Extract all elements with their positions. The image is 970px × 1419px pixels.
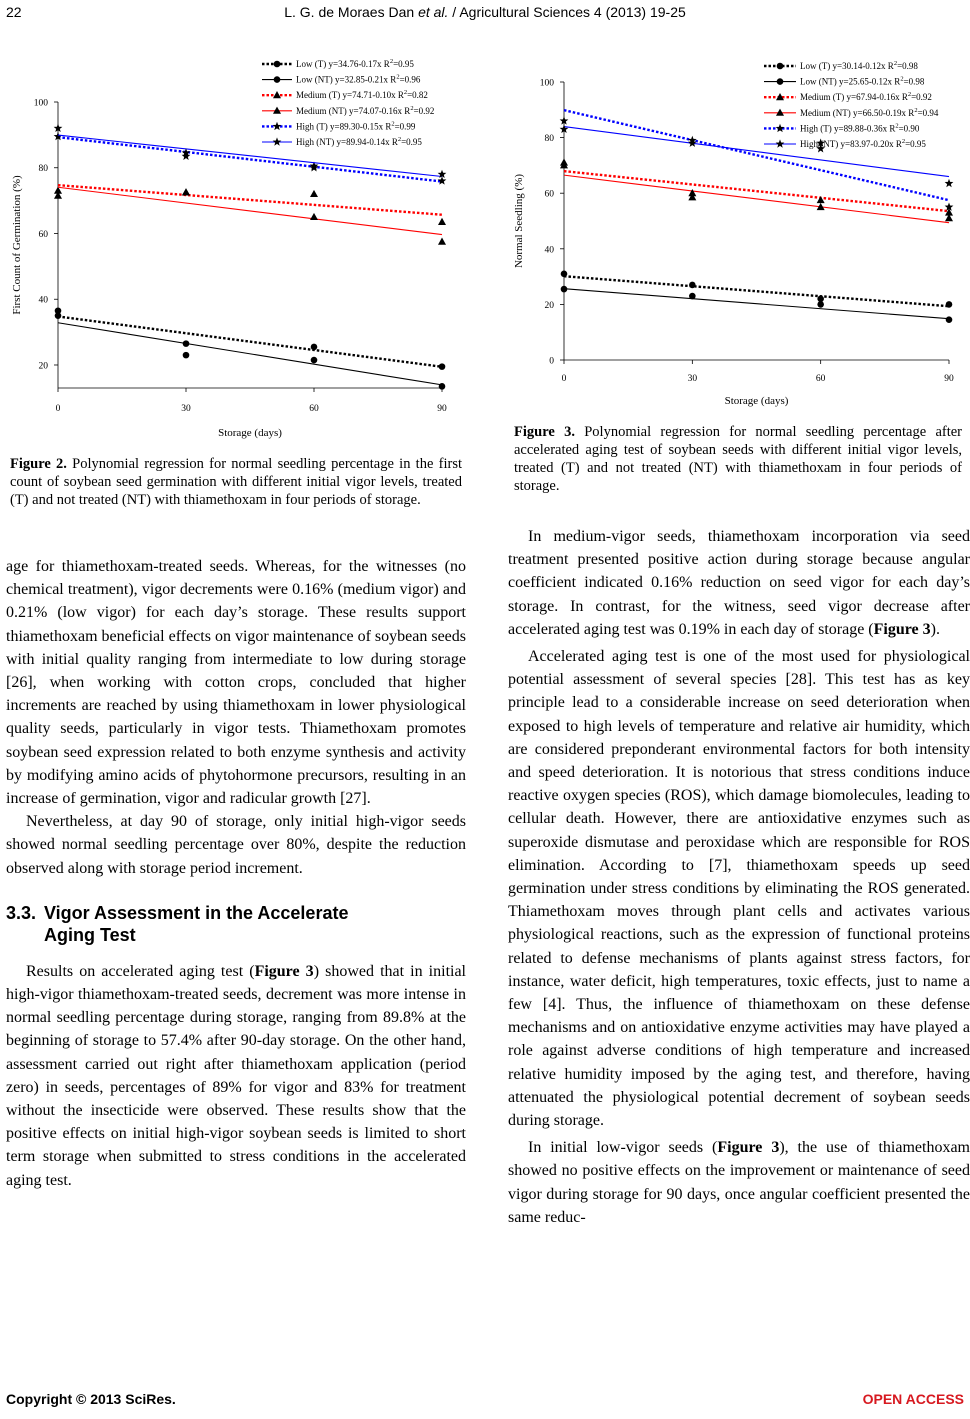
data-point [311, 357, 318, 364]
x-tick-label: 0 [561, 374, 567, 384]
data-point [946, 316, 953, 323]
legend-marker [777, 63, 784, 70]
x-axis-title: Storage (days) [218, 427, 282, 439]
data-point [439, 383, 446, 390]
figure-3-caption-text: Polynomial regression for normal seedling percentage after accelerated aging test of soybean seeds with different initial vigor levels, treated (T) and not treated (NT) with thiamethoxam in four periods of storage. [514, 424, 962, 494]
legend-label: High (NT) y=89.94-0.14x $R^2=0.95$ [296, 136, 422, 147]
section-title-line2: Aging Test [44, 924, 136, 945]
y-tick-label: 60 [38, 229, 48, 240]
data-point [438, 238, 446, 245]
y-tick-label: 60 [544, 189, 554, 200]
right-paragraph-3 [508, 1136, 970, 1229]
running-head [6, 4, 964, 20]
data-point [689, 293, 696, 300]
legend-label: High (NT) y=83.97-0.20x $R^2=0.95$ [800, 138, 926, 149]
regression-line [564, 175, 949, 223]
page-footer [6, 1391, 964, 1411]
figure-3-svg [508, 54, 970, 416]
right-p3-post: ), the use of thiamethoxam showed no positive effects on the improvement or maintenance of seed vigor during storage for 90 days, once angular coefficient presented the same reduc- [508, 1139, 970, 1226]
legend-label: Low (NT) y=25.65-0.12x $R^2=0.98$ [800, 75, 925, 87]
running-head-authors: L. G. de Moraes Dan [284, 4, 419, 20]
y-axis-title: Normal Seedling (%) [513, 173, 525, 269]
legend-label: Low (T) y=34.76-0.17x $R^2=0.95$ [296, 58, 414, 69]
y-tick-label: 0 [549, 356, 554, 367]
right-paragraph-2: Accelerated aging test is one of the most used for physiological potential assessment of several species [28]. This test has as key principle lead to a considerable increase on seed deterioration when exposed to high levels of temperature and relative air humidity, which are considered preponderant environmental factors for both intensity and speed deterioration. It is notorious that stress conditions induce reactive oxygen species (ROS), which damage biomolecules, leading to cellular death. However, there are antioxidative enzymes such as superoxide dismutase and peroxidase which are responsible for ROS elimination. According to [7], thiamethoxam speeds up seed germination under stress conditions by eliminating the ROS generated. Thiamethoxam moves through plant cells and activates various physiological reactions, such as the expression of functional proteins related to defense mechanisms of plants against stress factors, for instance, water deficit, high temperatures, toxic effects, just to name a few [4]. Thus, the influence of thiamethoxam on these defense mechanisms and on antioxidative enzyme activities may have played a role against adverse conditions of high temperature and increased relative humidity imposed by the aging test, and therefore, having attenuated the physiological potential decrement of soybean seeds during storage. [508, 648, 970, 1130]
section-title-line1: Vigor Assessment in the Accelerate [44, 902, 349, 923]
data-point [561, 271, 568, 278]
legend-marker [777, 78, 784, 85]
legend-label: High (T) y=89.30-0.15x $R^2=0.99$ [296, 120, 416, 132]
legend-label: High (T) y=89.88-0.36x $R^2=0.90$ [800, 122, 920, 134]
page-number: 22 [6, 4, 22, 20]
legend-marker [776, 124, 785, 132]
regression-line [564, 127, 949, 177]
figure-2-svg [6, 48, 468, 443]
running-head-journal: / Agricultural Sciences 4 (2013) 19-25 [448, 4, 686, 20]
figure-2-caption-text: Polynomial regression for normal seedling percentage in the first count of soybean seed germination with different initial vigor levels, treated (T) and not treated (NT) with thiamethoxam in four periods of storage. [10, 456, 462, 508]
open-access-badge[interactable]: OPEN ACCESS [862, 1391, 964, 1407]
section-heading [6, 902, 466, 946]
legend-marker [776, 109, 784, 116]
right-paragraph-1 [508, 525, 970, 641]
right-p3-pre: In initial low-vigor seeds ( [528, 1139, 718, 1157]
legend-label: Low (T) y=30.14-0.12x $R^2=0.98$ [800, 60, 918, 71]
y-tick-label: 40 [38, 295, 48, 306]
figure-2-chart [6, 48, 468, 443]
data-point [817, 301, 824, 308]
left-p3-post: ) showed that in initial high-vigor thiamethoxam-treated seeds, decrement was more intense in normal seedling percentage during storage, ranging from 89.8% at the beginning of storage to 57.4% after 90-day storage. On the other hand, assessment carried out right after thiamethoxam application (period zero) in seeds, percentages of 89% for vigor and 83% for treatment without the insecticide were observed. These results show that the positive effects on initial high-vigor soybean seeds is limited to short term storage when submitted to stress conditions in the accelerated aging test. [6, 962, 467, 1189]
left-p3-figure-ref[interactable]: Figure 3 [254, 962, 314, 980]
legend-marker [274, 61, 281, 68]
figure-2-caption [10, 455, 462, 509]
data-point [439, 363, 446, 370]
y-tick-label: 80 [38, 164, 48, 175]
legend-marker [273, 137, 282, 145]
data-point [689, 282, 696, 289]
data-point [438, 218, 446, 225]
data-point [310, 163, 319, 171]
legend-marker [776, 139, 785, 147]
copyright: Copyright © 2013 SciRes. [6, 1391, 176, 1407]
x-tick-label: 30 [181, 404, 191, 414]
left-p3-pre: Results on accelerated aging test ( [26, 962, 255, 980]
regression-line [564, 276, 949, 306]
x-tick-label: 90 [944, 374, 954, 384]
right-column [508, 525, 970, 1229]
legend-label: Medium (NT) y=66.50-0.19x $R^2=0.94$ [800, 106, 939, 118]
data-point [183, 352, 190, 359]
x-tick-label: 90 [437, 404, 447, 414]
x-tick-label: 30 [687, 374, 698, 384]
right-p1-pre: In medium-vigor seeds, thiamethoxam incorporation via seed treatment presented positive action during storage because angular coefficient indicated 0.16% reduction on seed vigor for each day’s storage. In contrast, for the witness, seed vigor decrease after accelerated aging test was 0.19% in each day of storage ( [508, 528, 970, 638]
data-point [560, 158, 568, 165]
figure-2-label: Figure 2. [10, 456, 67, 472]
figure-3-chart [508, 54, 970, 416]
regression-line [58, 316, 442, 366]
data-point [311, 344, 318, 351]
legend-label: Medium (T) y=67.94-0.16x $R^2=0.92$ [800, 91, 932, 103]
figure-3-caption [514, 423, 962, 495]
legend-label: Medium (T) y=74.71-0.10x $R^2=0.82$ [296, 89, 428, 101]
section-number: 3.3. [6, 902, 37, 923]
legend-label: Medium (NT) y=74.07-0.16x $R^2=0.92$ [296, 104, 435, 116]
right-p1-post: ). [930, 620, 940, 638]
data-point [438, 176, 447, 184]
left-paragraph-1: age for thiamethoxam-treated seeds. Whereas, for the witnesses (no chemical treatment), vigor decrements were 0.16% (medium vigor) and 0.21% (low vigor) for each day’s storage. These results support thiamethoxam beneficial effects on vigor maintenance of soybean seeds with initial quality ranging from intermediate to low during storage [26], when working with cotton crops, concluded that higher increments are reached by using thiamethoxam in lower physiological quality seeds, particularly in vigor tests. Thiamethoxam promotes soybean seed expression related to both enzyme synthesis and activity by modifying amino acids of phytohormone precursors, resulting in an increase of germination, vigor and radicular growth [27]. [6, 558, 466, 808]
y-tick-label: 20 [38, 361, 48, 372]
data-point [817, 196, 825, 203]
data-point [946, 301, 953, 308]
legend-marker [273, 107, 281, 114]
data-point [310, 190, 318, 197]
data-point [945, 179, 954, 187]
x-tick-label: 60 [309, 404, 319, 414]
x-axis-title: Storage (days) [724, 395, 789, 407]
regression-line [58, 185, 442, 215]
data-point [55, 312, 62, 319]
x-tick-label: 0 [55, 404, 61, 414]
legend-marker [273, 91, 281, 98]
running-head-etal: et al. [418, 4, 449, 20]
y-axis-title: First Count of Germination (%) [11, 175, 23, 315]
page-header [6, 4, 964, 24]
regression-line [58, 323, 442, 385]
figure-3-label: Figure 3. [514, 424, 575, 440]
regression-line [564, 171, 949, 211]
x-tick-label: 60 [815, 374, 826, 384]
left-paragraph-3 [6, 960, 466, 1192]
y-tick-label: 100 [539, 78, 554, 89]
y-tick-label: 80 [544, 134, 554, 145]
data-point [182, 188, 190, 195]
y-tick-label: 20 [544, 300, 554, 311]
y-tick-label: 100 [33, 98, 48, 109]
legend-marker [274, 76, 281, 83]
regression-line [58, 187, 442, 234]
legend-marker [273, 122, 282, 130]
right-p1-figure-ref[interactable]: Figure 3 [873, 620, 931, 638]
left-paragraph-2: Nevertheless, at day 90 of storage, only initial high-vigor seeds showed normal seedling percentage over 80%, despite the reduction observed along with storage period increment. [6, 813, 466, 877]
right-p3-figure-ref[interactable]: Figure 3 [717, 1139, 780, 1157]
regression-line [564, 289, 949, 319]
legend-label: Low (NT) y=32.85-0.21x $R^2=0.96$ [296, 73, 421, 85]
data-point [561, 286, 568, 293]
data-point [310, 213, 318, 220]
y-tick-label: 40 [544, 245, 554, 256]
left-column [6, 555, 466, 1192]
